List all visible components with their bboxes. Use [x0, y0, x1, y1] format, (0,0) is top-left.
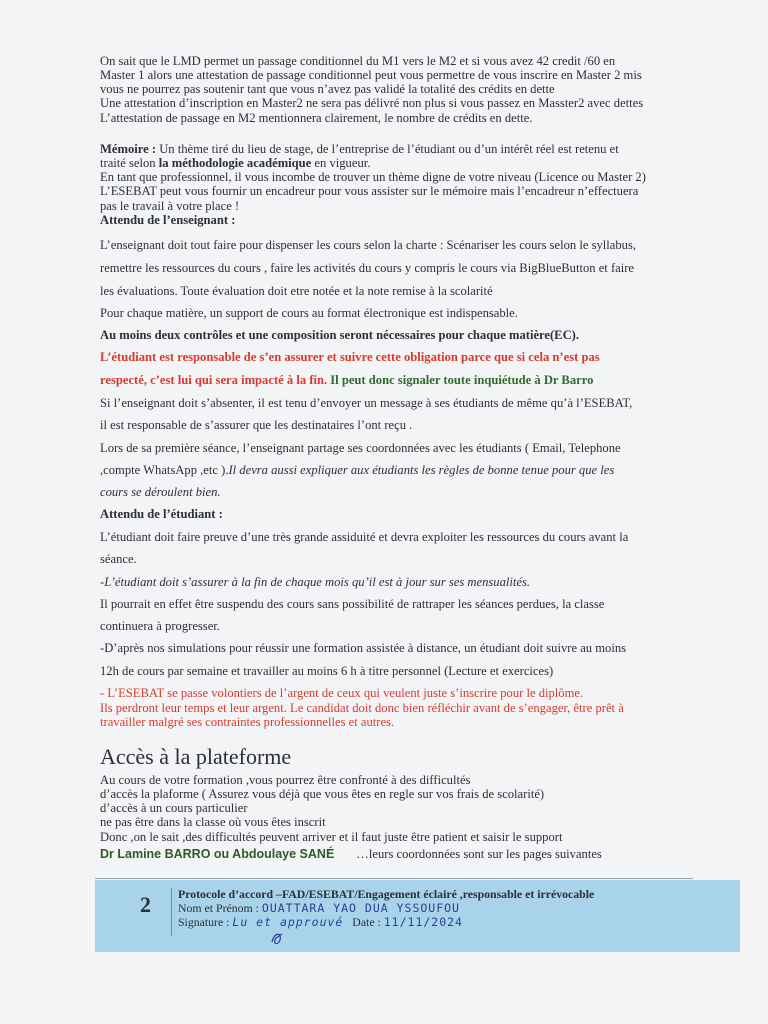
access-line-5: Donc ,on le sait ,des difficultés peuvent arriver et il faut juste être patient et saisir le support	[100, 830, 563, 844]
footer-separator	[171, 888, 172, 936]
enseignant-line-4: Pour chaque matière, un support de cours au format électronique est indispensable.	[100, 306, 518, 320]
enseignant-line-8: Si l’enseignant doit s’absenter, il est tenu d’envoyer un message à ses étudiants de même qu’à l’ESEBAT,	[100, 396, 633, 410]
etudiant-heading: Attendu de l’étudiant :	[100, 507, 223, 521]
protocol-title: Protocole d’accord –FAD/ESEBAT/Engagement éclairé ,responsable et irrévocable	[178, 887, 595, 901]
enseignant-line-9: il est responsable de s’assurer que les destinataires l’ont reçu .	[100, 418, 413, 432]
whatsapp-text: ,compte WhatsApp ,etc ).	[100, 463, 229, 477]
name-label: Nom et Prénom :	[178, 901, 259, 915]
intro-line-5: L’attestation de passage en M2 mentionnera clairement, le nombre de crédits en dette.	[100, 111, 533, 125]
responsibility-warning-2	[100, 373, 593, 388]
date-label: Date :	[352, 915, 381, 929]
access-line-1: Au cours de votre formation ,vous pourrez être confronté à des difficultés	[100, 773, 471, 787]
esebat-warning-2: Ils perdront leur temps et leur argent. Le candidat doit donc bien réfléchir avant de s’engager, être prêt à	[100, 701, 624, 715]
etudiant-line-6: -D’après nos simulations pour réussir une formation assistée à distance, un étudiant doit suivre au moins	[100, 641, 627, 655]
memoire-line-2	[100, 156, 370, 171]
esebat-warning-3: travailler malgré ses contraintes professionnelles et autres.	[100, 715, 395, 729]
enseignant-line-3: les évaluations. Toute évaluation doit etre notée et la note remise à la scolarité	[100, 284, 493, 298]
enseignant-line-1: L’enseignant doit tout faire pour dispenser les cours selon la charte : Scénariser les cours selon le syllabus,	[100, 238, 637, 252]
signature-value: Lu et approuvé	[232, 915, 344, 929]
name-row	[178, 901, 460, 916]
date-value: 11/11/2024	[383, 915, 463, 929]
intro-line-4: Une attestation d’inscription en Master2 ne sera pas délivré non plus si vous passez en Masster2 avec dettes	[100, 96, 644, 110]
support-contacts-line	[100, 847, 602, 862]
etudiant-line-7: 12h de cours par semaine et travailler au moins 6 h à titre personnel (Lecture et exercices)	[100, 664, 554, 678]
enseignant-heading: Attendu de l’enseignant :	[100, 213, 236, 227]
etudiant-line-2: séance.	[100, 552, 137, 566]
footer-rule	[95, 878, 693, 879]
etudiant-line-5: continuera à progresser.	[100, 619, 220, 633]
etudiant-line-1: L’étudiant doit faire preuve d’une très grande assiduité et devra exploiter les ressources du cours avant la	[100, 530, 629, 544]
memoire-text: en vigueur.	[311, 156, 371, 170]
signature-row	[178, 915, 463, 930]
contacts-note: …leurs coordonnées sont sur les pages suivantes	[356, 847, 602, 861]
intro-line-3: vous ne pourrez pas soutenir tant que vous n’avez pas validé la totalité des crédits en dette	[100, 82, 555, 96]
methodologie-emphasis: la méthodologie académique	[158, 156, 312, 170]
controle-rule: Au moins deux contrôles et une composition seront nécessaires pour chaque matière(EC).	[100, 328, 580, 342]
access-line-3: d’accès à un cours particulier	[100, 801, 248, 815]
signature-label: Signature :	[178, 915, 230, 929]
memoire-line-3: En tant que professionnel, il vous incombe de trouver un thème digne de votre niveau (Licence ou Master 2)	[100, 170, 646, 184]
enseignant-line-2: remettre les ressources du cours , faire les activités du cours y compris le cours via BigBlueButton et faire	[100, 261, 635, 275]
access-line-2: d’accès la plaforme ( Assurez vous déjà que vous êtes en regle sur vos frais de scolarité)	[100, 787, 545, 801]
enseignant-line-10: Lors de sa première séance, l’enseignant partage ses coordonnées avec les étudiants ( Email, Telephone	[100, 441, 621, 455]
signature-scribble	[268, 928, 288, 948]
signal-green-text: Il peut donc signaler toute inquiétude à Dr Barro	[327, 373, 594, 387]
access-line-4: ne pas être dans la classe où vous êtes inscrit	[100, 815, 326, 829]
support-contacts: Dr Lamine BARRO ou Abdoulaye SANÉ	[100, 847, 335, 861]
memoire-text: traité selon	[100, 156, 159, 170]
memoire-text: Un thème tiré du lieu de stage, de l’entreprise de l’étudiant ou d’un intérêt réel est retenu et	[156, 142, 619, 156]
memoire-line-1	[100, 142, 619, 157]
responsibility-warning-1: L’étudiant est responsable de s’en assurer et suivre cette obligation parce que si cela n’est pas	[100, 350, 600, 364]
enseignant-line-12: cours se déroulent bien.	[100, 485, 221, 499]
intro-line-1: On sait que le LMD permet un passage conditionnel du M1 vers le M2 et si vous avez 42 credit /60 en	[100, 54, 616, 68]
esebat-warning-1: - L’ESEBAT se passe volontiers de l’argent de ceux qui veulent juste s’inscrire pour le diplôme.	[100, 686, 584, 700]
memoire-line-5: pas le travail à votre place !	[100, 199, 240, 213]
mensualites-line: -L’étudiant doit s’assurer à la fin de chaque mois qu’il est à jour sur ses mensualités.	[100, 575, 531, 589]
name-value: OUATTARA YAO DUA YSSOUFOU	[261, 901, 460, 915]
enseignant-line-11	[100, 463, 614, 478]
page-number: 2	[140, 892, 151, 917]
warning-red-text: respecté, c’est lui qui sera impacté à la fin.	[100, 373, 328, 387]
memoire-line-4: L’ESEBAT peut vous fournir un encadreur pour vous assister sur le mémoire mais l’encadreur n’effectuera	[100, 184, 639, 198]
etudiant-line-4: Il pourrait en effet être suspendu des cours sans possibilité de rattraper les séances perdues, la classe	[100, 597, 605, 611]
intro-line-2: Master 1 alors une attestation de passage conditionnel peut vous permettre de vous inscrire en Master 2 mis	[100, 68, 642, 82]
memoire-label: Mémoire :	[100, 142, 157, 156]
access-section-title: Accès à la plateforme	[100, 744, 292, 769]
bonne-tenue-text: Il devra aussi expliquer aux étudiants les règles de bonne tenue pour que les	[228, 463, 615, 477]
